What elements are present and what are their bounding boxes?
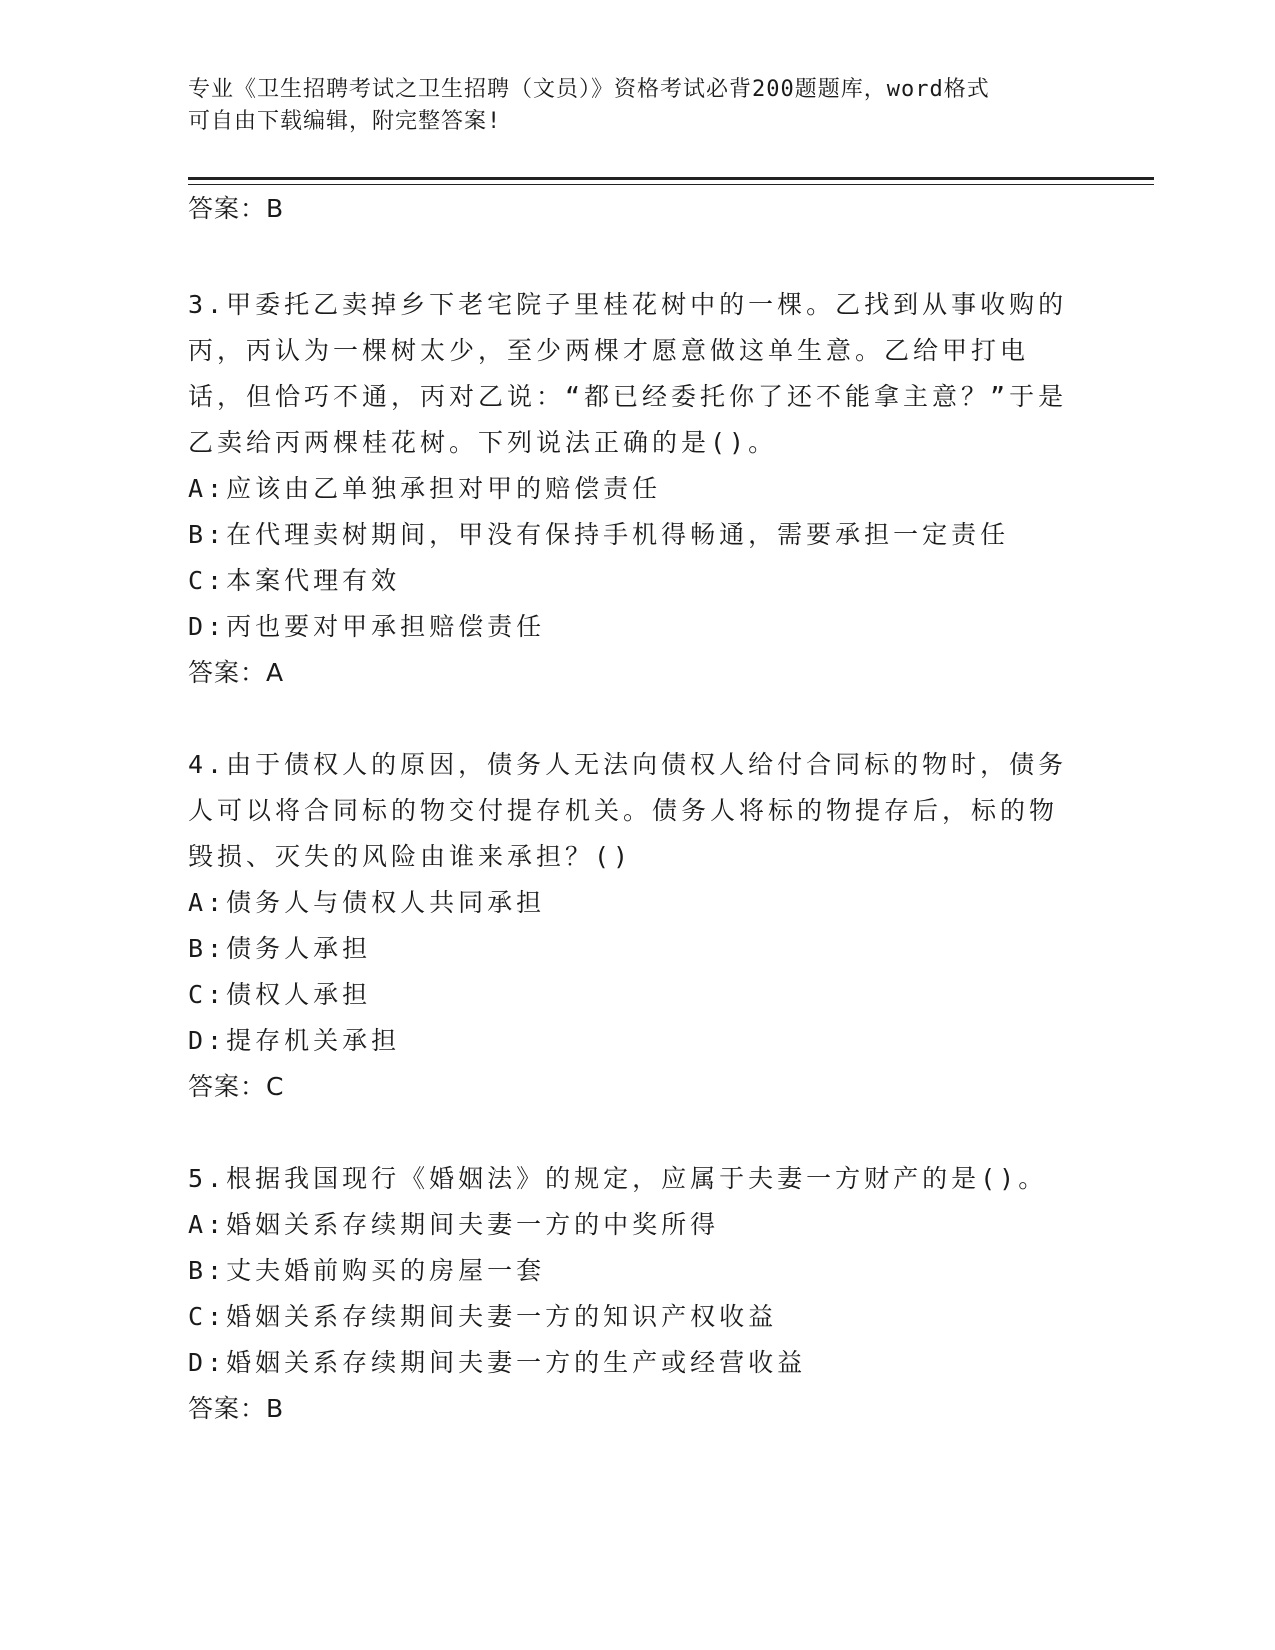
question-block-3: [188, 282, 1068, 696]
question-stem: 5.根据我国现行《婚姻法》的规定，应属于夫妻一方财产的是()。: [188, 1164, 1048, 1193]
answer-line: 答案：B: [188, 194, 285, 223]
spacer: [188, 696, 1068, 742]
option-a: A:婚姻关系存续期间夫妻一方的中奖所得: [188, 1210, 720, 1239]
question-block-5: [188, 1156, 1068, 1432]
option-c: C:债权人承担: [188, 980, 372, 1009]
spacer: [188, 1110, 1068, 1156]
header-title-line-1: 专业《卫生招聘考试之卫生招聘（文员）》资格考试必背200题题库，word格式: [188, 77, 990, 102]
answer-line: 答案：A: [188, 658, 285, 687]
option-b: B:债务人承担: [188, 934, 372, 963]
question-stem: 3.甲委托乙卖掉乡下老宅院子里桂花树中的一棵。乙找到从事收购的丙，丙认为一棵树太少，至少两棵才愿意做这单生意。乙给甲打电话，但恰巧不通，丙对乙说：“都已经委托你了还不能拿主意？”于是乙卖给丙两棵桂花树。下列说法正确的是()。: [188, 290, 1068, 457]
option-d: D:丙也要对甲承担赔偿责任: [188, 612, 546, 641]
option-a: A:应该由乙单独承担对甲的赔偿责任: [188, 474, 662, 503]
option-b: B:丈夫婚前购买的房屋一套: [188, 1256, 546, 1285]
answer-line: 答案：B: [188, 1394, 285, 1423]
option-b: B:在代理卖树期间，甲没有保持手机得畅通，需要承担一定责任: [188, 520, 1010, 549]
option-a: A:债务人与债权人共同承担: [188, 888, 546, 917]
document-body: [188, 186, 1068, 1432]
option-c: C:婚姻关系存续期间夫妻一方的知识产权收益: [188, 1302, 778, 1331]
header-rule-thin: [188, 184, 1154, 185]
option-c: C:本案代理有效: [188, 566, 401, 595]
option-d: D:婚姻关系存续期间夫妻一方的生产或经营收益: [188, 1348, 807, 1377]
answer-line: 答案：C: [188, 1072, 285, 1101]
question-block-4: [188, 742, 1068, 1110]
spacer: [188, 232, 1068, 282]
question-stem: 4.由于债权人的原因，债务人无法向债权人给付合同标的物时，债务人可以将合同标的物交付提存机关。债务人将标的物提存后，标的物毁损、灭失的风险由谁来承担？(): [188, 750, 1068, 871]
option-d: D:提存机关承担: [188, 1026, 401, 1055]
header-title-line-2: 可自由下载编辑，附完整答案!: [188, 109, 502, 134]
document-header: [188, 74, 1068, 138]
header-rule-thick: [188, 177, 1154, 180]
